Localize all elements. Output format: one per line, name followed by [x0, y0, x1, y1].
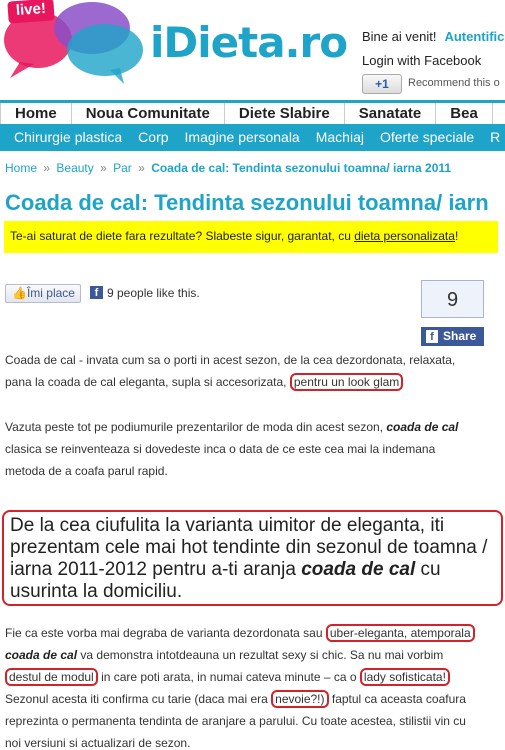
facebook-like-button[interactable] [5, 284, 81, 303]
login-link[interactable]: Autentific [444, 29, 505, 44]
emphasis-text: coada de cal [386, 420, 459, 434]
facebook-icon: f [426, 330, 438, 343]
promo-text: Te-ai saturat de diete fara rezultate? Slabeste sigur, garantat, cu [10, 229, 355, 243]
subnav-item-r[interactable]: R [490, 129, 501, 145]
highlighted-lead-paragraph [2, 510, 503, 606]
emphasis-text: coada de cal [5, 648, 78, 662]
nav-item-sanatate[interactable]: Sanatate [345, 103, 437, 124]
share-label: Share [443, 329, 477, 343]
promo-banner [4, 221, 498, 253]
breadcrumb-separator: » [138, 161, 145, 175]
annotated-phrase: destul de modul [5, 668, 98, 686]
paragraph-text: va demonstra intotdeauna un rezultat sexy si chic. Sa nu mai vorbim [80, 648, 444, 662]
promo-end: ! [454, 229, 459, 243]
lead-text: De la cea ciufulita la varianta uimitor de eleganta, iti prezentam cele mai hot tendinte din sezonul de toamna / iarna 2011-2012 pentru a-ti aranja [10, 515, 488, 580]
annotated-phrase: uber-eleganta, atemporala [326, 624, 475, 642]
article-paragraph-2 [5, 416, 499, 482]
facebook-share-button[interactable] [421, 327, 484, 346]
article-paragraph-1 [5, 349, 499, 393]
paragraph-text: metoda de a coafa parul rapid. [5, 464, 168, 478]
live-badge: live! [7, 0, 54, 24]
welcome-label: Bine ai venit! [362, 29, 437, 44]
annotated-phrase: nevoie?!) [271, 690, 328, 708]
welcome-text [362, 29, 504, 44]
share-count: 9 [421, 280, 484, 318]
paragraph-text: Vazuta peste tot pe podiumurile prezentarilor de moda din acest sezon, [5, 420, 383, 434]
facebook-icon: f [90, 286, 103, 299]
nav-item-diete-slabire[interactable]: Diete Slabire [225, 103, 345, 124]
breadcrumb [5, 161, 451, 175]
breadcrumb-separator: » [43, 161, 51, 175]
main-navigation [0, 100, 505, 124]
google-plus-one-button[interactable]: +1 [362, 74, 402, 94]
page-title: Coada de cal: Tendinta sezonului toamna/ iarn [5, 190, 489, 215]
lead-text: cu usurinta la domiciliu. [10, 559, 441, 602]
site-logo[interactable]: iDieta.ro [150, 18, 348, 67]
paragraph-text: Coada de cal - invata cum sa o porti in acest sezon, de la cea dezordonata, relaxata, [5, 353, 456, 367]
article-paragraph-3 [5, 622, 499, 750]
paragraph-text: Sezonul acesta iti confirma cu tarie (daca mai era [5, 692, 268, 706]
nav-item-beauty[interactable]: Bea [436, 103, 493, 124]
sub-navigation [0, 124, 505, 151]
subnav-item-imagine[interactable]: Imagine personala [184, 129, 300, 145]
breadcrumb-current[interactable]: Coada de cal: Tendinta sezonului toamna/ iarna 2011 [151, 161, 452, 175]
subnav-item-oferte[interactable]: Oferte speciale [379, 129, 475, 145]
lead-emphasis: coada de cal [301, 559, 416, 580]
facebook-login-link[interactable]: Login with Facebook [362, 53, 482, 68]
breadcrumb-home[interactable]: Home [5, 161, 38, 175]
paragraph-text: in care poti arata, in numai cateva minute – ca o [101, 670, 357, 684]
nav-item-home[interactable]: Home [0, 103, 72, 124]
paragraph-text: faptul ca aceasta coafura [331, 692, 466, 706]
annotated-phrase: pentru un look glam [290, 373, 403, 391]
like-label: Îmi place [26, 286, 75, 300]
nav-item-noua-comunitate[interactable]: Noua Comunitate [72, 103, 225, 124]
subnav-item-corp[interactable]: Corp [138, 129, 169, 145]
breadcrumb-par[interactable]: Par [113, 161, 132, 175]
paragraph-text: noi versiuni si actualizari de sezon. [5, 736, 191, 750]
annotated-phrase: lady sofisticata! [360, 668, 450, 686]
breadcrumb-beauty[interactable]: Beauty [56, 161, 94, 175]
google-plus-recommend-text: Recommend this o [408, 77, 500, 89]
like-count: 9 people like this. [107, 286, 200, 300]
subnav-item-machiaj[interactable]: Machiaj [315, 129, 364, 145]
thumbs-up-icon: 👍 [12, 286, 27, 300]
subnav-item-chirurgie[interactable]: Chirurgie plastica [14, 129, 123, 145]
promo-link[interactable]: dieta personalizata [354, 229, 455, 243]
breadcrumb-separator: » [100, 161, 107, 175]
paragraph-text: pana la coada de cal eleganta, supla si accesorizata, [5, 375, 287, 389]
paragraph-text: clasica se reinventeaza si dovedeste inca o data de ce este cea mai la indemana [5, 442, 436, 456]
paragraph-text: reprezinta o permanenta tendinta de aranjare a parului. Cu toate acestea, stilistii vin cu [5, 714, 466, 728]
paragraph-text: Fie ca este vorba mai degraba de varianta dezordonata sau [5, 626, 323, 640]
